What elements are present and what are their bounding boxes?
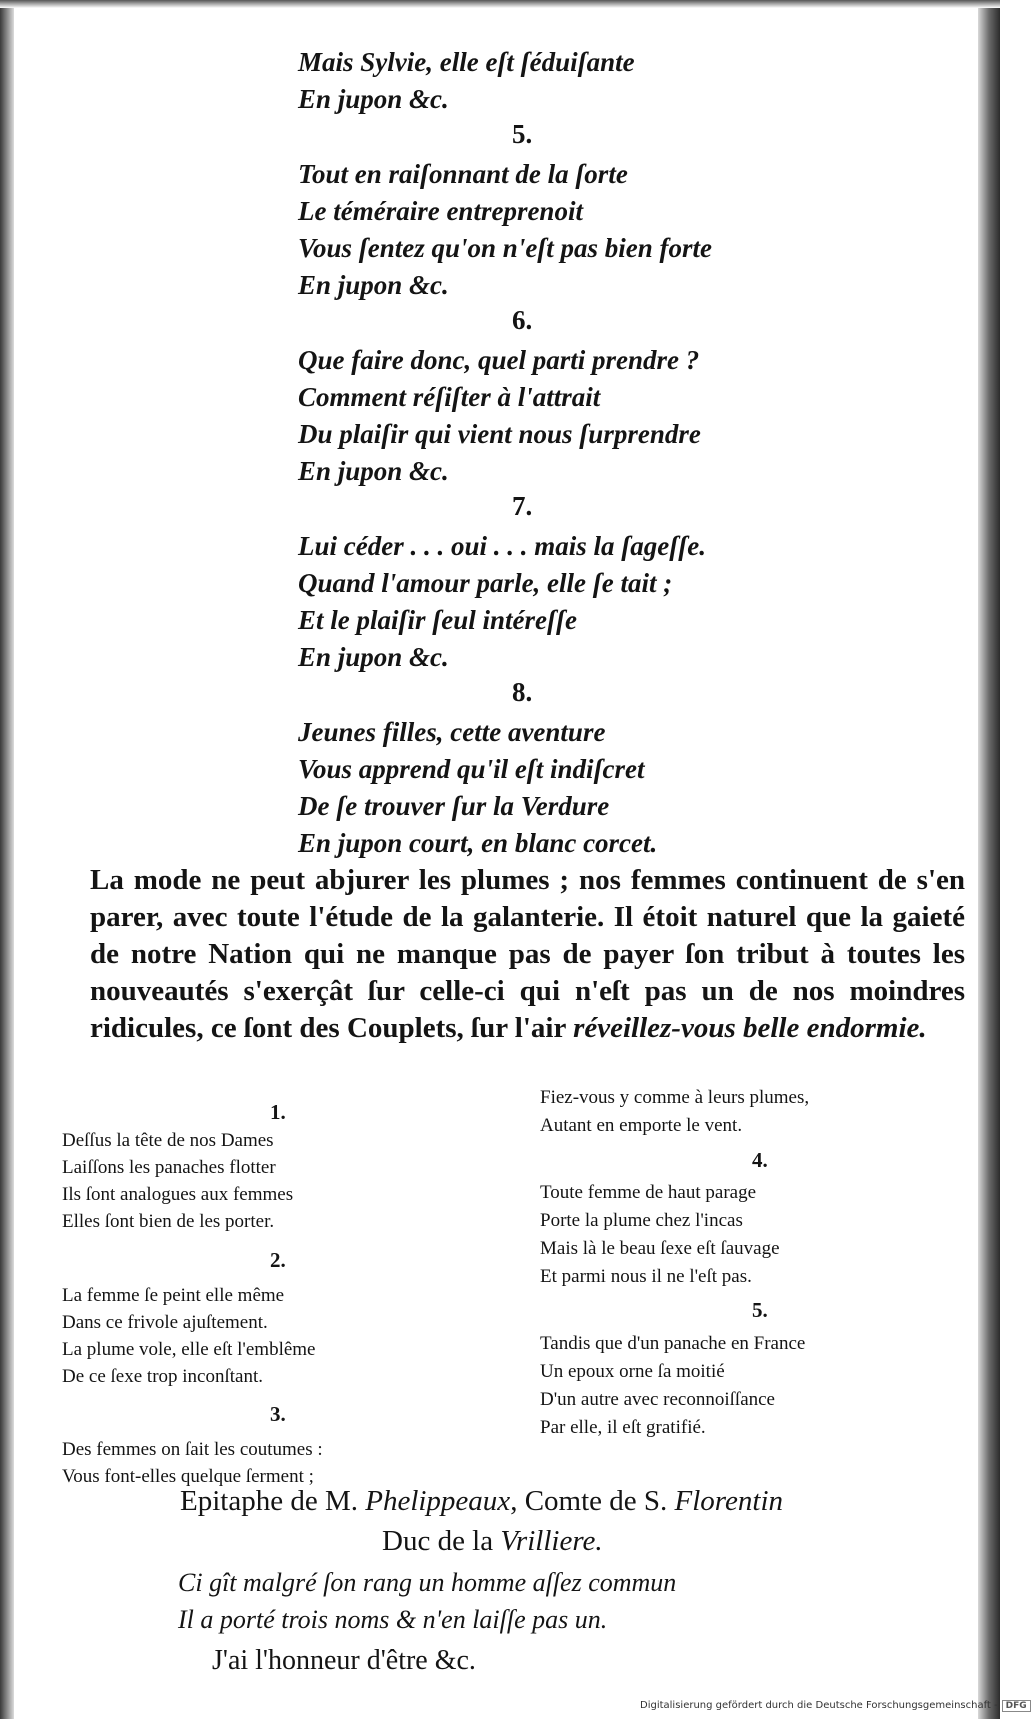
epitaph-title-name: Florentin	[674, 1485, 783, 1517]
couplet-line: Un epoux orne ſa moitié	[540, 1361, 725, 1382]
couplet-line: Deſſus la tête de nos Dames	[62, 1130, 274, 1151]
couplet-line: La plume vole, elle eſt l'emblême	[62, 1339, 316, 1360]
couplet-line: Autant en emporte le vent.	[540, 1115, 743, 1136]
couplet-line: Laiſſons les panaches flotter	[62, 1157, 276, 1178]
couplet-line: Elles ſont bien de les porter.	[62, 1211, 275, 1232]
verse-line: Mais Sylvie, elle eſt ſéduiſante	[298, 47, 635, 77]
stanza-number: 7.	[512, 491, 533, 521]
verse-line: En jupon &c.	[298, 642, 449, 672]
couplet-number: 3.	[270, 1402, 286, 1426]
verse-line: Lui céder . . . oui . . . mais la ſageſſe.	[298, 531, 706, 561]
couplet-line: Ils ſont analogues aux femmes	[62, 1184, 294, 1205]
page-edge-right	[978, 0, 1000, 1719]
epitaph-title	[180, 1485, 783, 1518]
couplet-line: Fiez-vous y comme à leurs plumes,	[540, 1087, 810, 1108]
couplet-line: Par elle, il eſt gratifié.	[540, 1417, 706, 1438]
epitaph-title-part: , Comte de S.	[510, 1485, 675, 1517]
verse-line: Comment réſiſter à l'attrait	[298, 382, 601, 412]
verse-line: De ſe trouver ſur la Verdure	[298, 791, 610, 821]
verse-line: Vous ſentez qu'on n'eſt pas bien forte	[298, 233, 713, 263]
verse-line: Le téméraire entreprenoit	[298, 196, 583, 226]
verse-line: Vous apprend qu'il eſt indiſcret	[298, 754, 645, 784]
epitaph-title-part: Epitaphe de M.	[180, 1485, 366, 1517]
verse-line: En jupon &c.	[298, 456, 449, 486]
closing-line: J'ai l'honneur d'être &c.	[212, 1645, 476, 1676]
stanza-number: 8.	[512, 677, 533, 707]
stanza-number: 5.	[512, 119, 533, 149]
verse-line: Quand l'amour parle, elle ſe tait ;	[298, 568, 673, 598]
couplet-number: 2.	[270, 1248, 286, 1272]
couplet-line: Et parmi nous il ne l'eſt pas.	[540, 1266, 752, 1287]
couplet-number: 4.	[752, 1148, 768, 1172]
epitaph-verse: Ci gît malgré ſon rang un homme aſſez commun	[178, 1568, 677, 1597]
air-title: réveillez-vous belle endormie.	[573, 1012, 927, 1044]
verse-line: Et le plaiſir ſeul intéreſſe	[298, 605, 577, 635]
prose-paragraph	[90, 862, 965, 1047]
epitaph-title-name: Phelippeaux	[365, 1485, 511, 1517]
couplet-line: D'un autre avec reconnoiſſance	[540, 1389, 775, 1410]
credit-text: Digitalisierung gefördert durch die Deutsche Forschungsgemeinschaft -	[640, 1700, 998, 1711]
couplet-line: Des femmes on ſait les coutumes :	[62, 1439, 323, 1460]
couplet-line: Dans ce frivole ajuſtement.	[62, 1312, 268, 1333]
couplet-line: Mais là le beau ſexe eſt ſauvage	[540, 1238, 780, 1259]
verse-line: En jupon &c.	[298, 270, 449, 300]
verse-line: En jupon court, en blanc corcet.	[298, 828, 658, 858]
epitaph-title-line2	[382, 1525, 603, 1558]
prose-text: La mode ne peut abjurer les plumes ; nos femmes continuent de s'en parer, avec toute l'étude de la galanterie. Il étoit naturel que la gaieté de notre Nation qui ne manque pas de payer ſon tribut à toutes les nouveautés s'exerçât ſur celle-ci qui n'eſt pas un de nos moindres ridicules, ce ſont des Couplets, ſur l'air	[90, 864, 965, 1044]
digitization-credit	[640, 1700, 1031, 1712]
dfg-logo: DFG	[1002, 1700, 1031, 1712]
couplet-line: De ce ſexe trop inconſtant.	[62, 1366, 264, 1387]
verse-line: Que faire donc, quel parti prendre ?	[298, 345, 700, 375]
verse-line: Jeunes filles, cette aventure	[298, 717, 606, 747]
epitaph-title-part: Duc de la	[382, 1525, 501, 1557]
couplet-line: Vous font-elles quelque ſerment ;	[62, 1466, 314, 1487]
couplet-line: Tandis que d'un panache en France	[540, 1333, 806, 1354]
page-edge-left	[0, 0, 14, 1719]
epitaph-title-name: Vrilliere.	[500, 1525, 603, 1557]
verse-line: Du plaiſir qui vient nous ſurprendre	[298, 419, 701, 449]
stanza-number: 6.	[512, 305, 533, 335]
couplet-number: 5.	[752, 1298, 768, 1322]
verse-line: Tout en raiſonnant de la ſorte	[298, 159, 628, 189]
couplet-line: La femme ſe peint elle même	[62, 1285, 285, 1306]
couplet-line: Porte la plume chez l'incas	[540, 1210, 743, 1231]
epitaph-verse: Il a porté trois noms & n'en laiſſe pas un.	[178, 1605, 608, 1634]
couplet-line: Toute femme de haut parage	[540, 1182, 757, 1203]
couplet-number: 1.	[270, 1100, 286, 1124]
page-edge-top	[0, 0, 1000, 8]
verse-line: En jupon &c.	[298, 84, 449, 114]
